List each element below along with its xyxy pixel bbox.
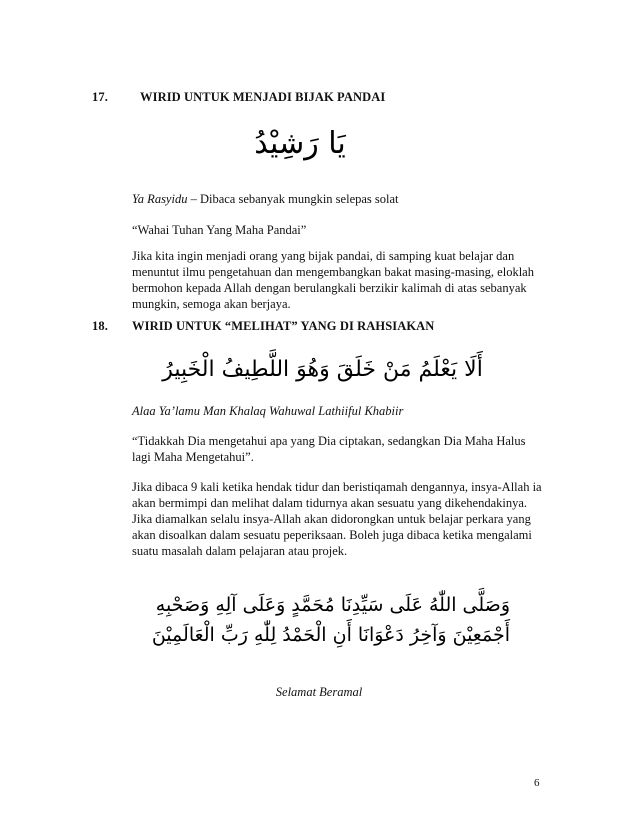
meaning-line: lagi Maha Mengetahui”. [132,450,254,464]
section-17-instruction: – Dibaca sebanyak mungkin selepas solat [187,192,399,206]
meaning-line: “Tidakkah Dia mengetahui apa yang Dia ciptakan, sedangkan Dia Maha Halus [132,434,526,448]
section-18-title: WIRID UNTUK “MELIHAT” YANG DI RAHSIAKAN [132,319,435,333]
section-17-number: 17. [92,90,108,104]
section-17-arabic-text: يَا رَشِيْدُ [254,126,346,161]
paragraph-line: Jika kita ingin menjadi orang yang bijak pandai, di samping kuat belajar dan [132,249,515,263]
paragraph-line: bermohon kepada Allah dengan berulangkali berzikir kalimah di atas sebanyak [132,281,527,295]
section-18-meaning [132,433,552,465]
section-18-transliteration: Alaa Ya’lamu Man Khalaq Wahuwal Lathiiful Khabiir [132,404,404,418]
section-18-arabic-text: أَلَا يَعْلَمُ مَنْ خَلَقَ وَهُوَ اللَّطِيفُ الْخَبِيرُ [162,357,483,382]
paragraph-line: akan bermimpi dan melihat dalam tidurnya akan sesuatu yang dikehendakinya. [132,496,528,510]
paragraph-line: suatu masalah dalam pelajaran atau projek. [132,544,348,558]
paragraph-line: Jika dibaca 9 kali ketika hendak tidur dan beristiqamah dengannya, insya-Allah ia [132,480,542,494]
section-17-transliteration-line [132,191,552,207]
section-17-transliteration: Ya Rasyidu [132,192,188,206]
paragraph-line: Jika diamalkan selalu insya-Allah akan didorongkan untuk belajar perkara yang [132,512,531,526]
closing-arabic-line-1: وَصَلَّى اللّٰهُ عَلَى سَيِّدِنَا مُحَمَّدٍ وَعَلَى آلِهِ وَصَحْبِهِ [155,594,510,616]
section-18-paragraph [132,479,552,559]
section-17-paragraph [132,248,552,312]
closing-arabic-line-2: أَجْمَعِيْنَ وَآخِرُ دَعْوَانَا أَنِ الْحَمْدُ لِلّٰهِ رَبِّ الْعَالَمِيْنَ [151,624,510,646]
section-17-meaning: “Wahai Tuhan Yang Maha Pandai” [132,223,307,237]
section-17-title: WIRID UNTUK MENJADI BIJAK PANDAI [140,90,386,104]
page-number: 6 [534,777,540,789]
sign-off: Selamat Beramal [275,685,363,699]
paragraph-line: menuntut ilmu pengetahuan dan mengembangkan bakat masing-masing, eloklah [132,265,534,279]
paragraph-line: akan disoalkan dalam sesuatu peperiksaan. Boleh juga dibaca ketika mengalami [132,528,532,542]
paragraph-line: mungkin, semoga akan berjaya. [132,297,291,311]
section-18-number: 18. [92,319,108,333]
